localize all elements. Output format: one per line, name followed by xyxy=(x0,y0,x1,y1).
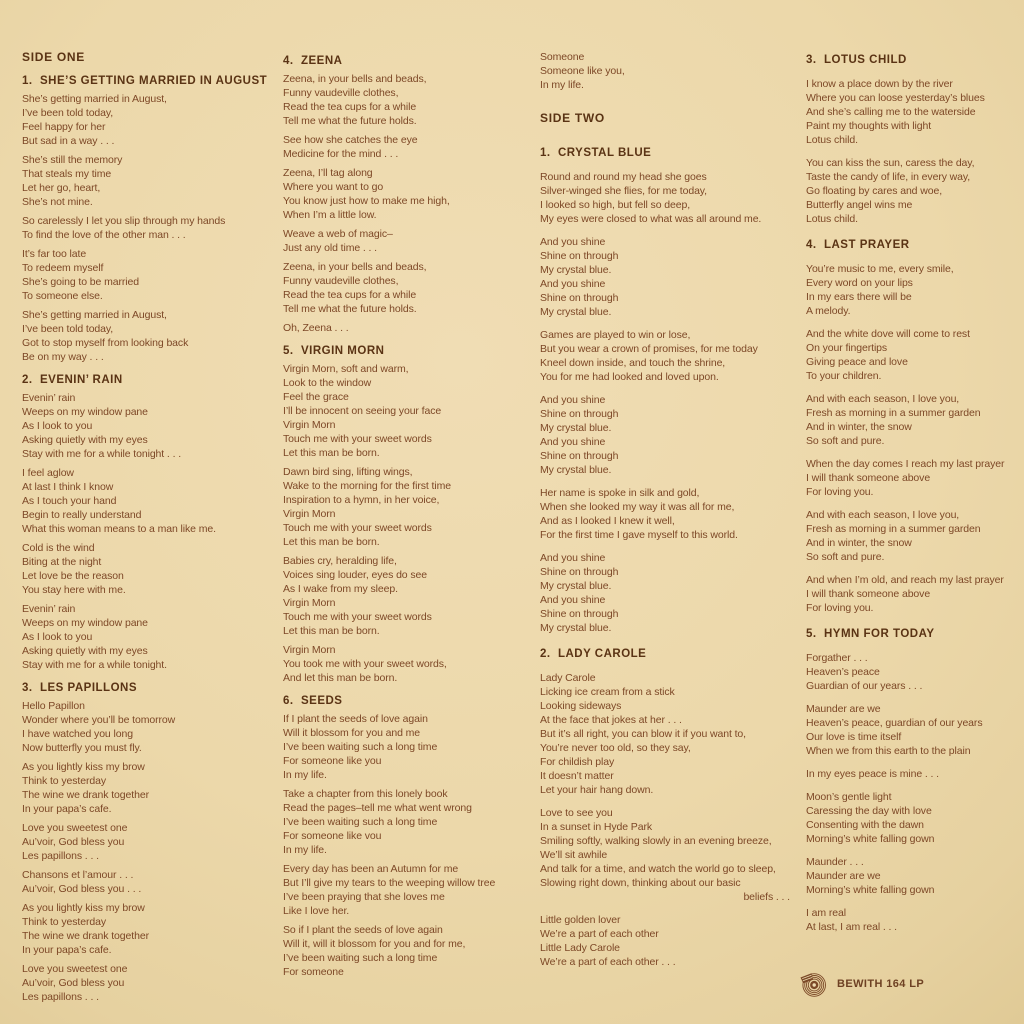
lyric-line: So soft and pure. xyxy=(806,435,885,447)
stanza xyxy=(283,72,426,128)
lyric-line: Shine on through xyxy=(540,608,619,620)
lyric-line: My crystal blue. xyxy=(540,622,612,634)
lyric-line: Read the pages–tell me what went wrong xyxy=(283,802,472,814)
lyric-line: Asking quietly with my eyes xyxy=(22,434,148,446)
lyric-line: Silver-winged she flies, for me today, xyxy=(540,185,707,197)
stanza xyxy=(806,906,897,934)
lyric-line: Will it, will it blossom for you and for me, xyxy=(283,938,466,950)
lyric-line: And talk for a time, and watch the world go to sleep, xyxy=(540,863,776,875)
song-title: 2. LADY CAROLE xyxy=(540,648,647,660)
lyric-line: I’ve been waiting such a long time xyxy=(283,952,438,964)
stanza xyxy=(22,308,188,364)
stanza xyxy=(283,166,450,222)
stanza xyxy=(22,868,141,896)
lyric-line: In your papa’s cafe. xyxy=(22,803,112,815)
lyric-line: Look to the window xyxy=(283,377,372,389)
stanza xyxy=(806,457,1004,499)
lyric-line: In my life. xyxy=(283,844,327,856)
lyric-line: You took me with your sweet words, xyxy=(283,658,447,670)
lyric-line: My crystal blue. xyxy=(540,580,612,592)
stanza xyxy=(540,806,776,890)
side-header: SIDE ONE xyxy=(22,50,85,64)
lyric-line: As I touch your hand xyxy=(22,495,117,507)
lyric-line: My crystal blue. xyxy=(540,464,612,476)
lyric-line: Zeena, in your bells and beads, xyxy=(283,261,427,273)
lyrics-column-3 xyxy=(540,50,790,978)
lyric-line: Looking sideways xyxy=(540,700,622,712)
lyric-line: I feel aglow xyxy=(22,467,74,479)
lyric-line: You can kiss the sun, caress the day, xyxy=(806,157,975,169)
lyric-line: Where you want to go xyxy=(283,181,384,193)
lyric-line: Let her go, heart, xyxy=(22,182,101,194)
stanza xyxy=(283,321,349,335)
lyric-line: She’s getting married in August, xyxy=(22,93,167,105)
lyric-line: It doesn’t matter xyxy=(540,770,614,782)
lyric-line: I’ve been waiting such a long time xyxy=(283,741,438,753)
lyric-line: Kneel down inside, and touch the shrine, xyxy=(540,357,726,369)
lyric-line: Biting at the night xyxy=(22,556,102,568)
lyric-line: And you shine xyxy=(540,552,606,564)
lyric-line: Funny vaudeville clothes, xyxy=(283,87,399,99)
lyric-line: Touch me with your sweet words xyxy=(283,433,432,445)
lyric-line: She’s not mine. xyxy=(22,196,93,208)
stanza xyxy=(806,262,954,318)
lyric-line: But sad in a way . . . xyxy=(22,135,115,147)
stanza xyxy=(283,362,441,460)
lyric-line: I will thank someone above xyxy=(806,472,931,484)
lyric-line: Heaven’s peace xyxy=(806,666,880,678)
lyric-line: Virgin Morn xyxy=(283,419,336,431)
stanza xyxy=(283,465,451,549)
lyric-line: For the first time I gave myself to this world. xyxy=(540,529,738,541)
stanza xyxy=(22,699,175,755)
stanza xyxy=(22,541,126,597)
stanza xyxy=(540,671,746,797)
lyric-line: In my eyes peace is mine . . . xyxy=(806,768,939,780)
lyric-line: Moon’s gentle light xyxy=(806,791,892,803)
lyric-line: Shine on through xyxy=(540,566,619,578)
song-title: 2. EVENIN’ RAIN xyxy=(22,374,123,386)
lyric-line: It’s far too late xyxy=(22,248,87,260)
lyric-line: Wake to the morning for the first time xyxy=(283,480,451,492)
lyrics-column-1 xyxy=(22,50,274,1009)
lyric-line: Maunder . . . xyxy=(806,856,864,868)
lyric-line: When I’m a little low. xyxy=(283,209,377,221)
lyric-line: In your papa’s cafe. xyxy=(22,944,112,956)
song-title: 3. LOTUS CHILD xyxy=(806,54,907,66)
lyric-line: Love you sweetest one xyxy=(22,963,128,975)
lyric-line: When we from this earth to the plain xyxy=(806,745,971,757)
stanza xyxy=(283,643,447,685)
lyric-line: Medicine for the mind . . . xyxy=(283,148,399,160)
lyric-line: You know just how to make me high, xyxy=(283,195,450,207)
lyric-line: And you shine xyxy=(540,278,606,290)
lyric-line: Be on my way . . . xyxy=(22,351,104,363)
lyric-line: Now butterfly you must fly. xyxy=(22,742,142,754)
lyric-line: beliefs . . . xyxy=(743,891,790,903)
stanza xyxy=(22,214,225,242)
lyric-line: She’s going to be married xyxy=(22,276,139,288)
song-title: 6. SEEDS xyxy=(283,695,343,707)
stanza xyxy=(283,712,437,782)
lyric-line: Go floating by cares and woe, xyxy=(806,185,943,197)
stanza xyxy=(22,153,122,209)
lyric-line: Little golden lover xyxy=(540,914,621,926)
lyrics-column-4 xyxy=(806,50,1020,943)
lyric-line: To redeem myself xyxy=(22,262,104,274)
stanza xyxy=(806,651,922,693)
lyric-line: Virgin Morn, soft and warm, xyxy=(283,363,409,375)
lyric-line: My crystal blue. xyxy=(540,422,612,434)
stanza xyxy=(22,391,181,461)
lyric-line: Shine on through xyxy=(540,292,619,304)
lyric-line: Feel the grace xyxy=(283,391,349,403)
lyric-line: Evenin’ rain xyxy=(22,392,76,404)
lyric-line: I will thank someone above xyxy=(806,588,931,600)
lyric-line: Touch me with your sweet words xyxy=(283,522,432,534)
stanza xyxy=(22,602,167,672)
lyric-line: Chansons et l’amour . . . xyxy=(22,869,134,881)
lyric-line: That steals my time xyxy=(22,168,112,180)
lyric-line: Let your hair hang down. xyxy=(540,784,654,796)
lyric-line: If I plant the seeds of love again xyxy=(283,713,428,725)
lyric-line: I am real xyxy=(806,907,846,919)
lyric-line: Voices sing louder, eyes do see xyxy=(283,569,427,581)
stanza xyxy=(806,77,985,147)
lyric-line: Oh, Zeena . . . xyxy=(283,322,349,334)
stanza xyxy=(540,328,758,384)
lyric-line: Her name is spoke in silk and gold, xyxy=(540,487,700,499)
lyric-line: I know a place down by the river xyxy=(806,78,953,90)
lyric-line: My crystal blue. xyxy=(540,264,612,276)
stanza xyxy=(806,392,981,448)
lyric-line: Dawn bird sing, lifting wings, xyxy=(283,466,413,478)
lyric-line: Les papillons . . . xyxy=(22,991,99,1003)
lyric-line: We’ll sit awhile xyxy=(540,849,608,861)
lyrics-column-2 xyxy=(283,50,531,984)
lyric-line: Every word on your lips xyxy=(806,277,913,289)
lyric-line: Au’voir, God bless you xyxy=(22,977,125,989)
stanza xyxy=(283,923,465,979)
lyric-line: Shine on through xyxy=(540,250,619,262)
lyric-line: Licking ice cream from a stick xyxy=(540,686,675,698)
stanza xyxy=(22,247,139,303)
stanza xyxy=(283,554,432,638)
stanza xyxy=(806,855,934,897)
lyric-line: Virgin Morn xyxy=(283,644,336,656)
lyric-line: In my life. xyxy=(540,79,584,91)
catalog-number: BEWITH 164 LP xyxy=(837,978,925,990)
lyric-line: At last, I am real . . . xyxy=(806,921,897,933)
stanza xyxy=(806,702,982,758)
lyric-line: Wonder where you’ll be tomorrow xyxy=(22,714,176,726)
lyric-line: And you shine xyxy=(540,436,606,448)
lyric-line: Morning’s white falling gown xyxy=(806,833,935,845)
stanza xyxy=(22,901,149,957)
song-title: 1. CRYSTAL BLUE xyxy=(540,147,652,159)
lyric-line: And let this man be born. xyxy=(283,672,398,684)
lyric-line: Virgin Morn xyxy=(283,508,336,520)
lyric-line: I’ll be innocent on seeing your face xyxy=(283,405,442,417)
lyric-line: Lotus child. xyxy=(806,134,858,146)
lyric-line: Someone xyxy=(540,51,585,63)
lyric-line: Butterfly angel wins me xyxy=(806,199,913,211)
lyric-line: Smiling softly, walking slowly in an evening breeze, xyxy=(540,835,772,847)
lyric-line: Au’voir, God bless you xyxy=(22,836,125,848)
lyric-line: Let this man be born. xyxy=(283,536,380,548)
lyric-line: And in winter, the snow xyxy=(806,421,912,433)
lyric-line: She’s still the memory xyxy=(22,154,123,166)
stanza xyxy=(22,92,167,148)
lyric-line: Begin to really understand xyxy=(22,509,142,521)
lyric-line: Fresh as morning in a summer garden xyxy=(806,523,981,535)
lyric-line: Read the tea cups for a while xyxy=(283,289,417,301)
lyric-line: I have watched you long xyxy=(22,728,133,740)
lyric-line: Love you sweetest one xyxy=(22,822,128,834)
lyric-line: You’re never too old, so they say, xyxy=(540,742,691,754)
lyric-line: For loving you. xyxy=(806,602,874,614)
lyric-line: As I look to you xyxy=(22,631,93,643)
lyric-line: We’re a part of each other xyxy=(540,928,659,940)
lyric-line: Consenting with the dawn xyxy=(806,819,924,831)
stanza xyxy=(283,133,417,161)
lyric-line: In my life. xyxy=(283,769,327,781)
lyric-line: Weeps on my window pane xyxy=(22,406,148,418)
lyric-line: Morning’s white falling gown xyxy=(806,884,935,896)
side-header: SIDE TWO xyxy=(540,111,605,125)
lyric-line: Every day has been an Autumn for me xyxy=(283,863,459,875)
lyric-line: And you shine xyxy=(540,236,606,248)
lyric-line: Inspiration to a hymn, in her voice, xyxy=(283,494,440,506)
lyric-line: Little Lady Carole xyxy=(540,942,620,954)
lyric-line: Paint my thoughts with light xyxy=(806,120,932,132)
lyric-line: Fresh as morning in a summer garden xyxy=(806,407,981,419)
lyric-line: At last I think I know xyxy=(22,481,114,493)
song-title: 1. SHE’S GETTING MARRIED IN AUGUST xyxy=(22,75,268,87)
lyric-line: Weave a web of magic– xyxy=(283,228,393,240)
stanza xyxy=(22,962,127,1004)
lyric-line: Guardian of our years . . . xyxy=(806,680,923,692)
lyric-line: I looked so high, but fell so deep, xyxy=(540,199,691,211)
lyric-line: But you wear a crown of promises, for me today xyxy=(540,343,758,355)
lyric-line: See how she catches the eye xyxy=(283,134,418,146)
lyric-line: The wine we drank together xyxy=(22,789,149,801)
lyric-line: Zeena, in your bells and beads, xyxy=(283,73,427,85)
lyric-line: And as I looked I knew it well, xyxy=(540,515,675,527)
lyric-line: Virgin Morn xyxy=(283,597,336,609)
stanza xyxy=(806,327,970,383)
lyric-line: When she looked my way it was all for me, xyxy=(540,501,735,513)
lyric-line: On your fingertips xyxy=(806,342,888,354)
stanza xyxy=(540,890,790,904)
lyric-line: As you lightly kiss my brow xyxy=(22,902,145,914)
stanza xyxy=(22,821,127,863)
stanza xyxy=(540,50,625,92)
lyric-line: So carelessly I let you slip through my hands xyxy=(22,215,226,227)
song-title: 4. ZEENA xyxy=(283,55,343,67)
lyric-line: So if I plant the seeds of love again xyxy=(283,924,443,936)
stanza xyxy=(540,551,618,635)
lyric-line: Evenin’ rain xyxy=(22,603,76,615)
lyric-line: And you shine xyxy=(540,394,606,406)
label-logo-row xyxy=(799,969,924,999)
lyric-line: And when I’m old, and reach my last prayer xyxy=(806,574,1004,586)
lyric-line: Giving peace and love xyxy=(806,356,908,368)
lyric-line: Shine on through xyxy=(540,408,619,420)
lyric-line: Will it blossom for you and me xyxy=(283,727,421,739)
song-title: 5. VIRGIN MORN xyxy=(283,345,385,357)
lyric-line: Where you can loose yesterday’s blues xyxy=(806,92,985,104)
lyric-line: The wine we drank together xyxy=(22,930,149,942)
lyric-line: Stay with me for a while tonight. xyxy=(22,659,167,671)
lyric-line: But I’ll give my tears to the weeping willow tree xyxy=(283,877,496,889)
lyric-line: Let this man be born. xyxy=(283,625,380,637)
lyric-line: You stay here with me. xyxy=(22,584,126,596)
lyric-line: Maunder are we xyxy=(806,870,881,882)
lyric-line: My crystal blue. xyxy=(540,306,612,318)
lyric-line: Caressing the day with love xyxy=(806,805,932,817)
lyric-line: For childish play xyxy=(540,756,615,768)
stanza xyxy=(283,787,472,857)
lyric-line: We’re a part of each other . . . xyxy=(540,956,676,968)
lyric-line: Just any old time . . . xyxy=(283,242,377,254)
song-title: 5. HYMN FOR TODAY xyxy=(806,628,935,640)
lyric-line: Think to yesterday xyxy=(22,916,106,928)
lyric-line: Babies cry, heralding life, xyxy=(283,555,397,567)
lyric-line: For someone like you xyxy=(283,755,382,767)
lyric-line: Hello Papillon xyxy=(22,700,85,712)
lyric-line: Let this man be born. xyxy=(283,447,380,459)
lyric-line: Our love is time itself xyxy=(806,731,902,743)
stanza xyxy=(283,862,495,918)
stanza xyxy=(22,760,149,816)
lyric-line: Les papillons . . . xyxy=(22,850,99,862)
lyric-line: Slowing right down, thinking about our basic xyxy=(540,877,741,889)
lyric-line: Asking quietly with my eyes xyxy=(22,645,148,657)
lyric-line: Round and round my head she goes xyxy=(540,171,707,183)
lyric-line: And the white dove will come to rest xyxy=(806,328,970,340)
lyric-line: Let love be the reason xyxy=(22,570,124,582)
record-disc-icon xyxy=(799,969,828,999)
lyric-line: You for me had looked and loved upon. xyxy=(540,371,719,383)
stanza xyxy=(22,466,216,536)
lyric-line: For loving you. xyxy=(806,486,874,498)
lyric-line: To someone else. xyxy=(22,290,103,302)
stanza xyxy=(540,486,738,542)
lyric-line: For someone xyxy=(283,966,344,978)
song-title: 4. LAST PRAYER xyxy=(806,239,910,251)
lyric-line: To your children. xyxy=(806,370,882,382)
lyric-line: As I look to you xyxy=(22,420,93,432)
lyric-line: Weeps on my window pane xyxy=(22,617,148,629)
lyric-line: Taste the candy of life, in every way, xyxy=(806,171,971,183)
lyric-line: What this woman means to a man like me. xyxy=(22,523,216,535)
lyric-line: And in winter, the snow xyxy=(806,537,912,549)
stanza xyxy=(806,508,981,564)
lyric-line: Cold is the wind xyxy=(22,542,95,554)
lyric-line: In my ears there will be xyxy=(806,291,912,303)
lyric-line: Touch me with your sweet words xyxy=(283,611,432,623)
song-title: 3. LES PAPILLONS xyxy=(22,682,137,694)
lyric-line: And you shine xyxy=(540,594,606,606)
lyric-line: A melody. xyxy=(806,305,851,317)
lyric-line: Funny vaudeville clothes, xyxy=(283,275,399,287)
lyric-line: Read the tea cups for a while xyxy=(283,101,417,113)
lyric-line: In a sunset in Hyde Park xyxy=(540,821,652,833)
lyric-line: Stay with me for a while tonight . . . xyxy=(22,448,182,460)
lyric-line: Games are played to win or lose, xyxy=(540,329,691,341)
stanza xyxy=(806,767,939,781)
lyric-line: Take a chapter from this lonely book xyxy=(283,788,448,800)
lyric-line: She’s getting married in August, xyxy=(22,309,167,321)
lyric-line: So soft and pure. xyxy=(806,551,885,563)
lyric-line: Think to yesterday xyxy=(22,775,106,787)
lyric-line: As I wake from my sleep. xyxy=(283,583,398,595)
lyric-line: Heaven’s peace, guardian of our years xyxy=(806,717,983,729)
lyric-line: For someone like vou xyxy=(283,830,382,842)
stanza xyxy=(540,235,618,319)
lyric-line: I’ve been praying that she loves me xyxy=(283,891,445,903)
lyric-line: Tell me what the future holds. xyxy=(283,303,417,315)
lyric-line: Maunder are we xyxy=(806,703,881,715)
lyric-line: My eyes were closed to what was all around me. xyxy=(540,213,762,225)
lyric-line: I’ve been told today, xyxy=(22,107,114,119)
lyric-line: Au’voir, God bless you . . . xyxy=(22,883,142,895)
lyric-line: Love to see you xyxy=(540,807,613,819)
lyric-line: And she’s calling me to the waterside xyxy=(806,106,976,118)
lyric-line: Lady Carole xyxy=(540,672,596,684)
lyric-line: You’re music to me, every smile, xyxy=(806,263,954,275)
lyric-line: But it’s all right, you can blow it if you want to, xyxy=(540,728,746,740)
stanza xyxy=(806,156,974,226)
stanza xyxy=(806,573,1004,615)
lyric-line: Zeena, I’ll tag along xyxy=(283,167,373,179)
lyric-line: Shine on through xyxy=(540,450,619,462)
stanza xyxy=(283,260,426,316)
lyric-line: Got to stop myself from looking back xyxy=(22,337,189,349)
lyric-line: Lotus child. xyxy=(806,213,858,225)
lyric-line: And with each season, I love you, xyxy=(806,393,960,405)
lyric-line: Forgather . . . xyxy=(806,652,868,664)
lyric-line: To find the love of the other man . . . xyxy=(22,229,186,241)
lyric-line: And with each season, I love you, xyxy=(806,509,960,521)
lyric-line: I’ve been waiting such a long time xyxy=(283,816,438,828)
stanza xyxy=(540,393,618,477)
lyric-line: Feel happy for her xyxy=(22,121,106,133)
lyric-line: At the face that jokes at her . . . xyxy=(540,714,682,726)
stanza xyxy=(806,790,934,846)
lyric-line: I’ve been told today, xyxy=(22,323,114,335)
lyric-line: Tell me what the future holds. xyxy=(283,115,417,127)
lyric-line: Someone like you, xyxy=(540,65,625,77)
lyric-line: Like I love her. xyxy=(283,905,350,917)
stanza xyxy=(540,913,676,969)
stanza xyxy=(283,227,393,255)
stanza xyxy=(540,170,761,226)
lyric-line: As you lightly kiss my brow xyxy=(22,761,145,773)
lyric-line: When the day comes I reach my last prayer xyxy=(806,458,1005,470)
